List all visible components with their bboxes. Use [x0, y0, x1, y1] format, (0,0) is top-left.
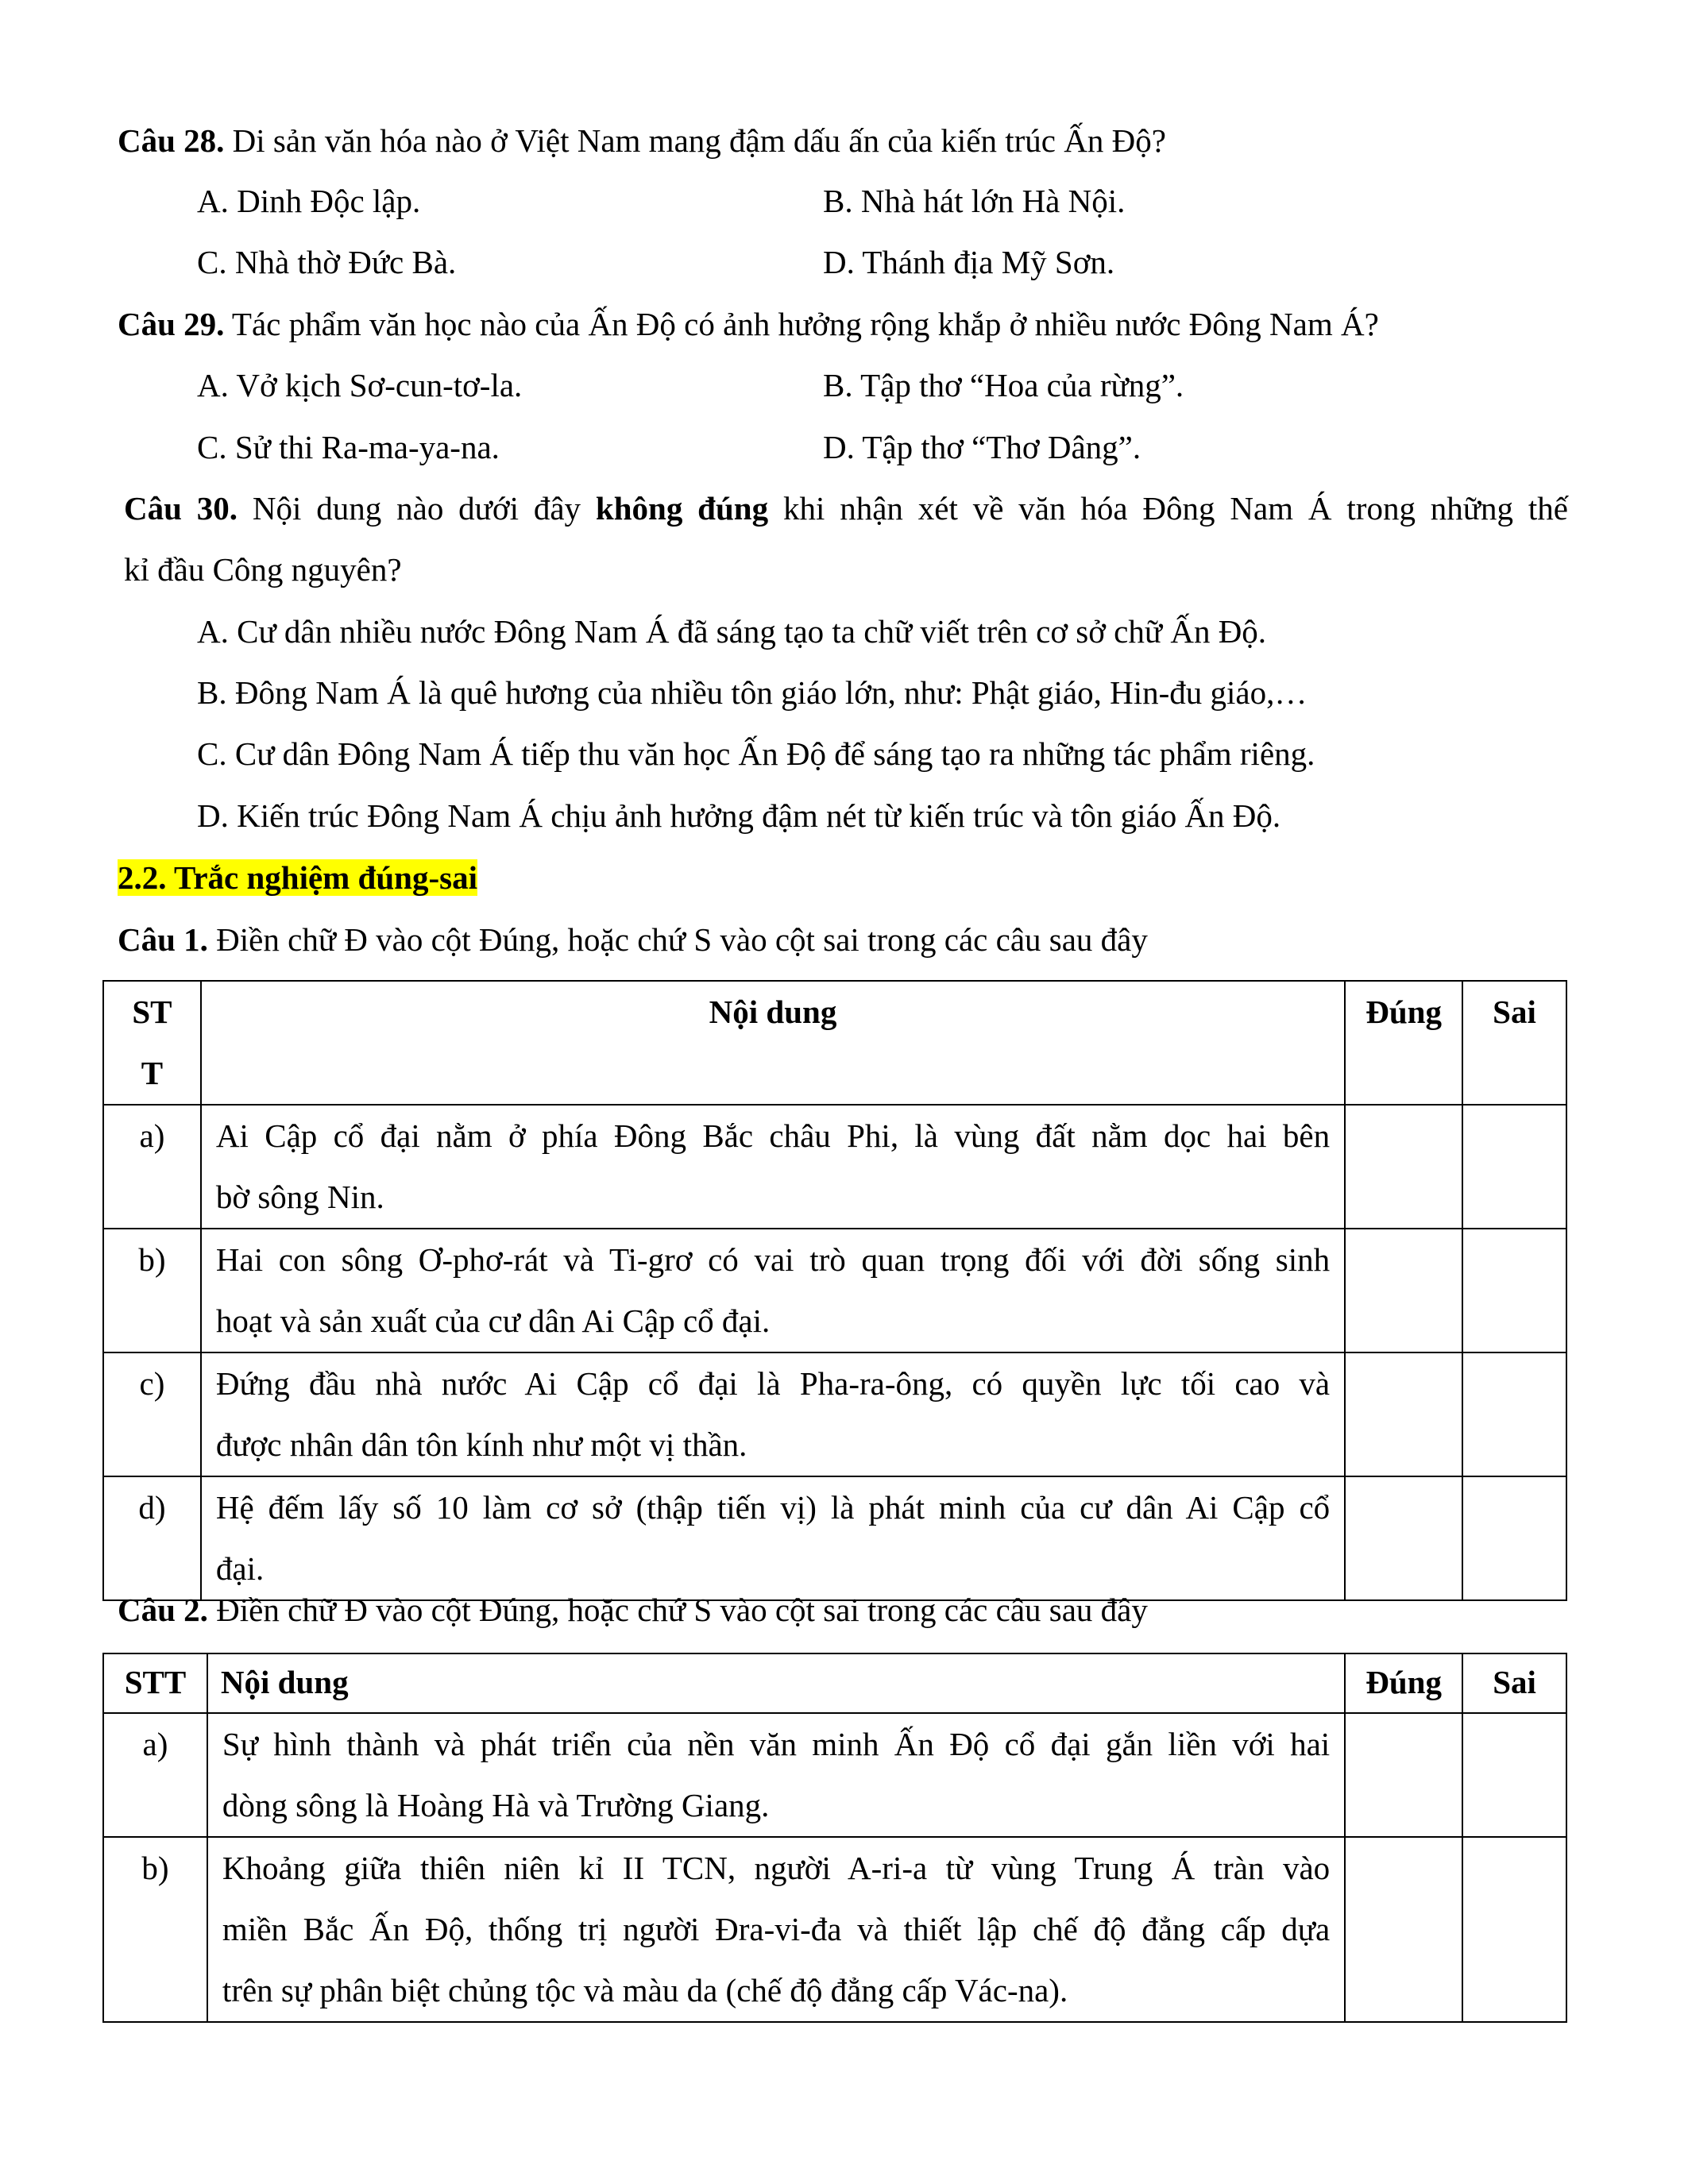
table-row — [103, 1476, 1566, 1600]
question-label: Câu 28. — [118, 122, 225, 159]
row-line: Đứng đầu nhà nước Ai Cập cổ đại là Pha-ra-ông, có quyền lực tối cao và — [215, 1365, 1331, 1402]
header-stt-part2: T — [141, 1055, 164, 1091]
header-true: Đúng — [1345, 981, 1462, 1105]
row-line: đại. — [215, 1550, 265, 1587]
tf-question-2 — [118, 1590, 1148, 1630]
question-label: Câu 30. — [124, 490, 238, 527]
header-content: Nội dung — [201, 981, 1345, 1105]
header-true: Đúng — [1345, 1653, 1462, 1713]
table-row — [103, 1837, 1566, 2022]
row-id: b) — [103, 1229, 201, 1352]
question-30 — [124, 488, 1568, 528]
row-content — [207, 1837, 1345, 2022]
row-line: dòng sông là Hoàng Hà và Trường Giang. — [222, 1787, 770, 1823]
true-false-table-1 — [102, 980, 1567, 1601]
question-text-cont: khi nhận xét về văn hóa Đông Nam Á trong những thế — [768, 490, 1568, 527]
row-content — [201, 1229, 1345, 1352]
option-a: A. Cư dân nhiều nước Đông Nam Á đã sáng tạo ta chữ viết trên cơ sở chữ Ấn Độ. — [197, 613, 1267, 650]
header-content: Nội dung — [207, 1653, 1345, 1713]
row-id: d) — [103, 1476, 201, 1600]
row-line: hoạt và sản xuất của cư dân Ai Cập cổ đại. — [215, 1302, 771, 1339]
option-d: D. Kiến trúc Đông Nam Á chịu ảnh hưởng đậm nét từ kiến trúc và tôn giáo Ấn Độ. — [197, 797, 1281, 834]
option-c: C. Sử thi Ra-ma-ya-na. — [197, 429, 500, 465]
question-text: Điền chữ Đ vào cột Đúng, hoặc chứ S vào cột sai trong các câu sau đây — [207, 921, 1148, 958]
answer-false-cell[interactable] — [1462, 1105, 1566, 1229]
answer-true-cell[interactable] — [1345, 1837, 1462, 2022]
answer-false-cell[interactable] — [1462, 1352, 1566, 1476]
question-label: Câu 2. — [118, 1592, 208, 1628]
question-label: Câu 29. — [118, 306, 225, 342]
section-heading — [118, 858, 477, 897]
table-row — [103, 1713, 1566, 1837]
header-stt — [103, 981, 201, 1105]
answer-false-cell[interactable] — [1462, 1837, 1566, 2022]
row-line: Hai con sông Ơ-phơ-rát và Ti-grơ có vai trò quan trọng đối với đời sống sinh — [215, 1241, 1331, 1278]
row-line: bờ sông Nin. — [215, 1179, 384, 1215]
question-text: Điền chữ Đ vào cột Đúng, hoặc chứ S vào cột sai trong các câu sau đây — [207, 1592, 1148, 1628]
answer-false-cell[interactable] — [1462, 1713, 1566, 1837]
question-30-line2: kỉ đầu Công nguyên? — [124, 551, 402, 588]
option-b: B. Nhà hát lớn Hà Nội. — [823, 183, 1126, 219]
tf-question-1 — [118, 920, 1148, 959]
option-d: D. Tập thơ “Thơ Dâng”. — [823, 429, 1141, 465]
answer-false-cell[interactable] — [1462, 1476, 1566, 1600]
row-content — [201, 1105, 1345, 1229]
question-text: Nội dung nào dưới đây — [238, 490, 596, 527]
option-a: A. Dinh Độc lập. — [197, 183, 421, 219]
answer-true-cell[interactable] — [1345, 1352, 1462, 1476]
row-id: a) — [103, 1713, 207, 1837]
answer-true-cell[interactable] — [1345, 1229, 1462, 1352]
answer-true-cell[interactable] — [1345, 1476, 1462, 1600]
row-id: b) — [103, 1837, 207, 2022]
table-header-row — [103, 1653, 1566, 1713]
row-line: trên sự phân biệt chủng tộc và màu da (chế độ đẳng cấp Vác-na). — [222, 1972, 1068, 2008]
table-row — [103, 1105, 1566, 1229]
question-28 — [118, 121, 1166, 160]
table-row — [103, 1229, 1566, 1352]
row-id: c) — [103, 1352, 201, 1476]
row-content — [207, 1713, 1345, 1837]
row-id: a) — [103, 1105, 201, 1229]
row-line: Ai Cập cổ đại nằm ở phía Đông Bắc châu Phi, là vùng đất nằm dọc hai bên — [215, 1117, 1331, 1154]
option-c: C. Cư dân Đông Nam Á tiếp thu văn học Ấn Độ để sáng tạo ra những tác phẩm riêng. — [197, 735, 1315, 772]
row-line: Hệ đếm lấy số 10 làm cơ sở (thập tiến vị) là phát minh của cư dân Ai Cập cổ — [215, 1489, 1331, 1526]
question-29 — [118, 304, 1379, 344]
row-content — [201, 1476, 1345, 1600]
option-c: C. Nhà thờ Đức Bà. — [197, 244, 457, 280]
option-d: D. Thánh địa Mỹ Sơn. — [823, 244, 1115, 280]
row-content — [201, 1352, 1345, 1476]
header-stt: STT — [103, 1653, 207, 1713]
option-a: A. Vở kịch Sơ-cun-tơ-la. — [197, 367, 523, 403]
question-label: Câu 1. — [118, 921, 208, 958]
question-text: Tác phẩm văn học nào của Ấn Độ có ảnh hưởng rộng khắp ở nhiều nước Đông Nam Á? — [224, 306, 1379, 342]
answer-true-cell[interactable] — [1345, 1105, 1462, 1229]
row-line: Khoảng giữa thiên niên kỉ II TCN, người A-ri-a từ vùng Trung Á tràn vào — [222, 1850, 1331, 1886]
question-emphasis: không đúng — [595, 490, 769, 527]
table-header-row — [103, 981, 1566, 1105]
question-text: Di sản văn hóa nào ở Việt Nam mang đậm dấu ấn của kiến trúc Ấn Độ? — [224, 122, 1166, 159]
table-row — [103, 1352, 1566, 1476]
true-false-table-2 — [102, 1653, 1567, 2023]
option-b: B. Đông Nam Á là quê hương của nhiều tôn giáo lớn, như: Phật giáo, Hin-đu giáo,… — [197, 674, 1308, 711]
answer-true-cell[interactable] — [1345, 1713, 1462, 1837]
option-b: B. Tập thơ “Hoa của rừng”. — [823, 367, 1184, 403]
section-title: 2.2. Trắc nghiệm đúng-sai — [118, 859, 477, 896]
row-line: miền Bắc Ấn Độ, thống trị người Đra-vi-đa và thiết lập chế độ đẳng cấp dựa — [222, 1911, 1331, 1947]
row-line: được nhân dân tôn kính như một vị thần. — [215, 1426, 747, 1463]
header-false: Sai — [1462, 981, 1566, 1105]
row-line: Sự hình thành và phát triển của nền văn minh Ấn Độ cổ đại gắn liền với hai — [222, 1726, 1331, 1762]
answer-false-cell[interactable] — [1462, 1229, 1566, 1352]
header-false: Sai — [1462, 1653, 1566, 1713]
header-stt-part1: ST — [132, 994, 172, 1030]
